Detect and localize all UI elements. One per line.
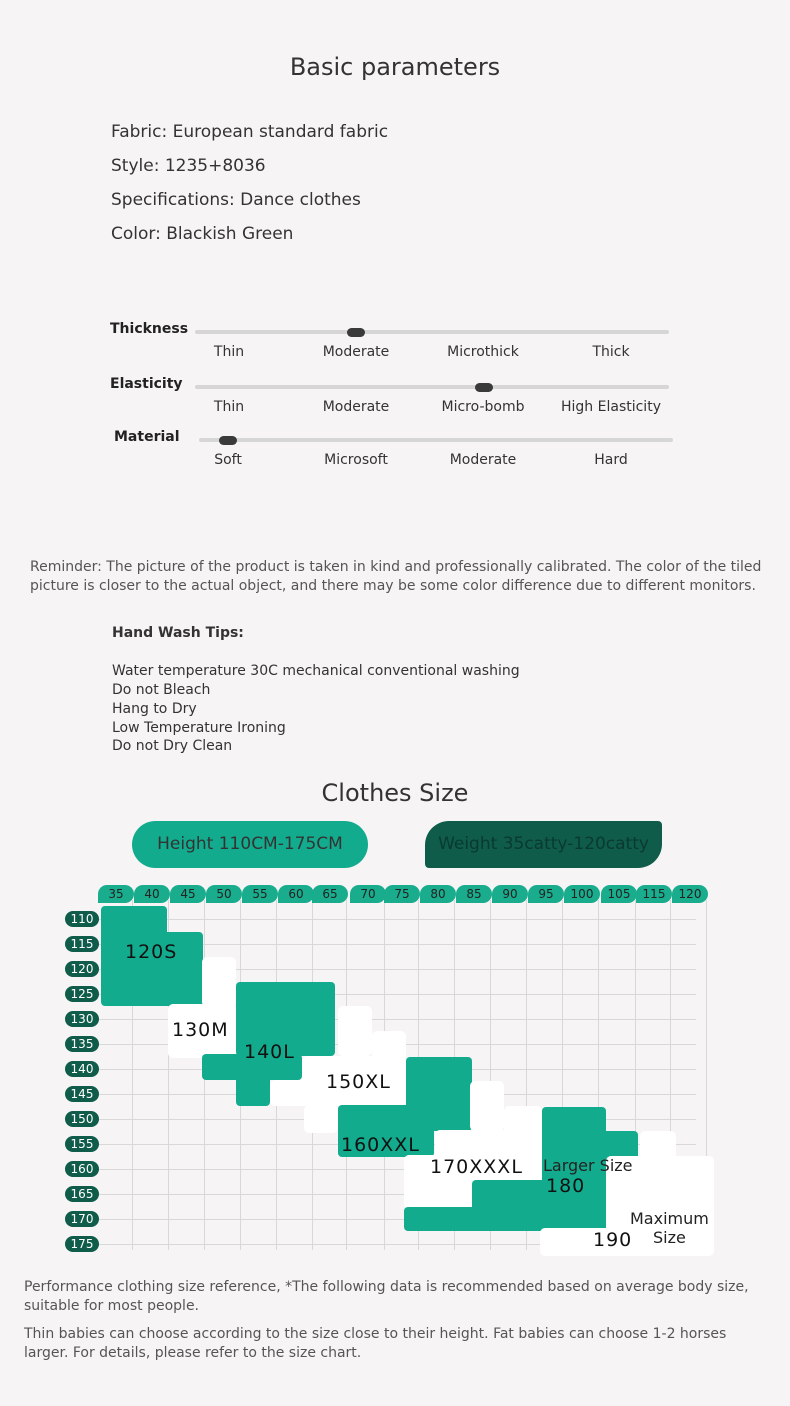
height-tick-label: 110 <box>65 911 99 927</box>
param-fabric: Fabric: European standard fabric <box>111 122 389 142</box>
wash-line: Low Temperature Ironing <box>112 720 286 736</box>
size-label-170xxxl: 170XXXL <box>430 1156 523 1178</box>
scale-option: Moderate <box>322 344 390 360</box>
scale-option: Thin <box>213 399 245 415</box>
scale-label: Thickness <box>110 321 189 337</box>
weight-tick-label: 35 <box>98 885 134 903</box>
wash-line: Do not Bleach <box>112 682 211 698</box>
weight-tick-label: 50 <box>206 885 242 903</box>
scale-option: Thick <box>592 344 630 360</box>
wash-line: Water temperature 30C mechanical conventional washing <box>112 663 520 679</box>
scale-knob[interactable] <box>347 328 365 337</box>
weight-tick-label: 80 <box>420 885 456 903</box>
weight-tick-label: 70 <box>350 885 386 903</box>
weight-tick-label: 55 <box>242 885 278 903</box>
weight-tick-label: 115 <box>636 885 672 903</box>
size-label-180: 180 <box>546 1175 586 1197</box>
size-label-190: 190 <box>593 1229 633 1251</box>
weight-tick-label: 75 <box>384 885 420 903</box>
size-label-size: Size <box>653 1228 686 1247</box>
wash-line: Hang to Dry <box>112 701 197 717</box>
scale-option: High Elasticity <box>561 399 661 415</box>
height-tick-label: 150 <box>65 1111 99 1127</box>
weight-range-pill: Weight 35catty-120catty <box>425 821 662 868</box>
footer-note-2: Thin babies can choose according to the size close to their height. Fat babies can choose 1-2 horses larger. For details, please refer to the size chart. <box>24 1326 727 1361</box>
wash-line: Do not Dry Clean <box>112 738 233 754</box>
param-style: Style: 1235+8036 <box>111 156 266 176</box>
size-label-130m: 130M <box>172 1019 229 1041</box>
height-tick-label: 160 <box>65 1161 99 1177</box>
weight-tick-label: 100 <box>564 885 600 903</box>
weight-tick-label: 45 <box>170 885 206 903</box>
scale-knob[interactable] <box>475 383 493 392</box>
height-tick-label: 120 <box>65 961 99 977</box>
scale-option: Moderate <box>322 399 390 415</box>
scale-option: Moderate <box>449 452 517 468</box>
clothes-size-title: Clothes Size <box>321 779 469 807</box>
scale-track <box>195 330 669 334</box>
height-tick-label: 135 <box>65 1036 99 1052</box>
scale-option: Micro-bomb <box>441 399 525 415</box>
scale-knob[interactable] <box>219 436 237 445</box>
wash-title: Hand Wash Tips: <box>112 625 244 641</box>
weight-tick-label: 65 <box>312 885 348 903</box>
size-label-140l: 140L <box>244 1041 295 1063</box>
scale-label: Elasticity <box>110 376 183 392</box>
scale-option: Microsoft <box>324 452 388 468</box>
scale-track <box>195 385 669 389</box>
basic-parameters-title: Basic parameters <box>289 53 501 81</box>
reminder-text: Reminder: The picture of the product is taken in kind and professionally calibrated. The color of the tiled picture is closer to the actual object, and there may be some color difference due to different monitors. <box>30 559 762 594</box>
scale-option: Hard <box>594 452 628 468</box>
size-label-150xl: 150XL <box>326 1071 391 1093</box>
scale-option: Thin <box>213 344 245 360</box>
size-label-120s: 120S <box>125 941 178 963</box>
height-tick-label: 155 <box>65 1136 99 1152</box>
param-specifications: Specifications: Dance clothes <box>111 190 361 210</box>
height-tick-label: 175 <box>65 1236 99 1252</box>
height-tick-label: 145 <box>65 1086 99 1102</box>
height-tick-label: 115 <box>65 936 99 952</box>
height-tick-label: 165 <box>65 1186 99 1202</box>
weight-tick-label: 120 <box>672 885 708 903</box>
height-tick-label: 130 <box>65 1011 99 1027</box>
param-color: Color: Blackish Green <box>111 224 294 244</box>
size-label-larger: Larger Size <box>543 1156 633 1175</box>
footer-note-1: Performance clothing size reference, *The following data is recommended based on average body size, suitable for most people. <box>24 1279 749 1314</box>
scale-option: Soft <box>214 452 242 468</box>
grid-hline <box>96 919 696 920</box>
weight-tick-label: 85 <box>456 885 492 903</box>
weight-tick-label: 105 <box>601 885 637 903</box>
weight-tick-label: 95 <box>528 885 564 903</box>
scale-label: Material <box>114 429 180 445</box>
height-tick-label: 170 <box>65 1211 99 1227</box>
weight-tick-label: 60 <box>278 885 314 903</box>
height-tick-label: 125 <box>65 986 99 1002</box>
size-label-maximum: Maximum <box>630 1209 709 1228</box>
weight-tick-label: 40 <box>134 885 170 903</box>
scale-track <box>199 438 673 442</box>
scale-option: Microthick <box>447 344 519 360</box>
height-tick-label: 140 <box>65 1061 99 1077</box>
height-range-pill: Height 110CM-175CM <box>132 821 368 868</box>
weight-tick-label: 90 <box>492 885 528 903</box>
size-label-160xxl: 160XXL <box>341 1134 420 1156</box>
